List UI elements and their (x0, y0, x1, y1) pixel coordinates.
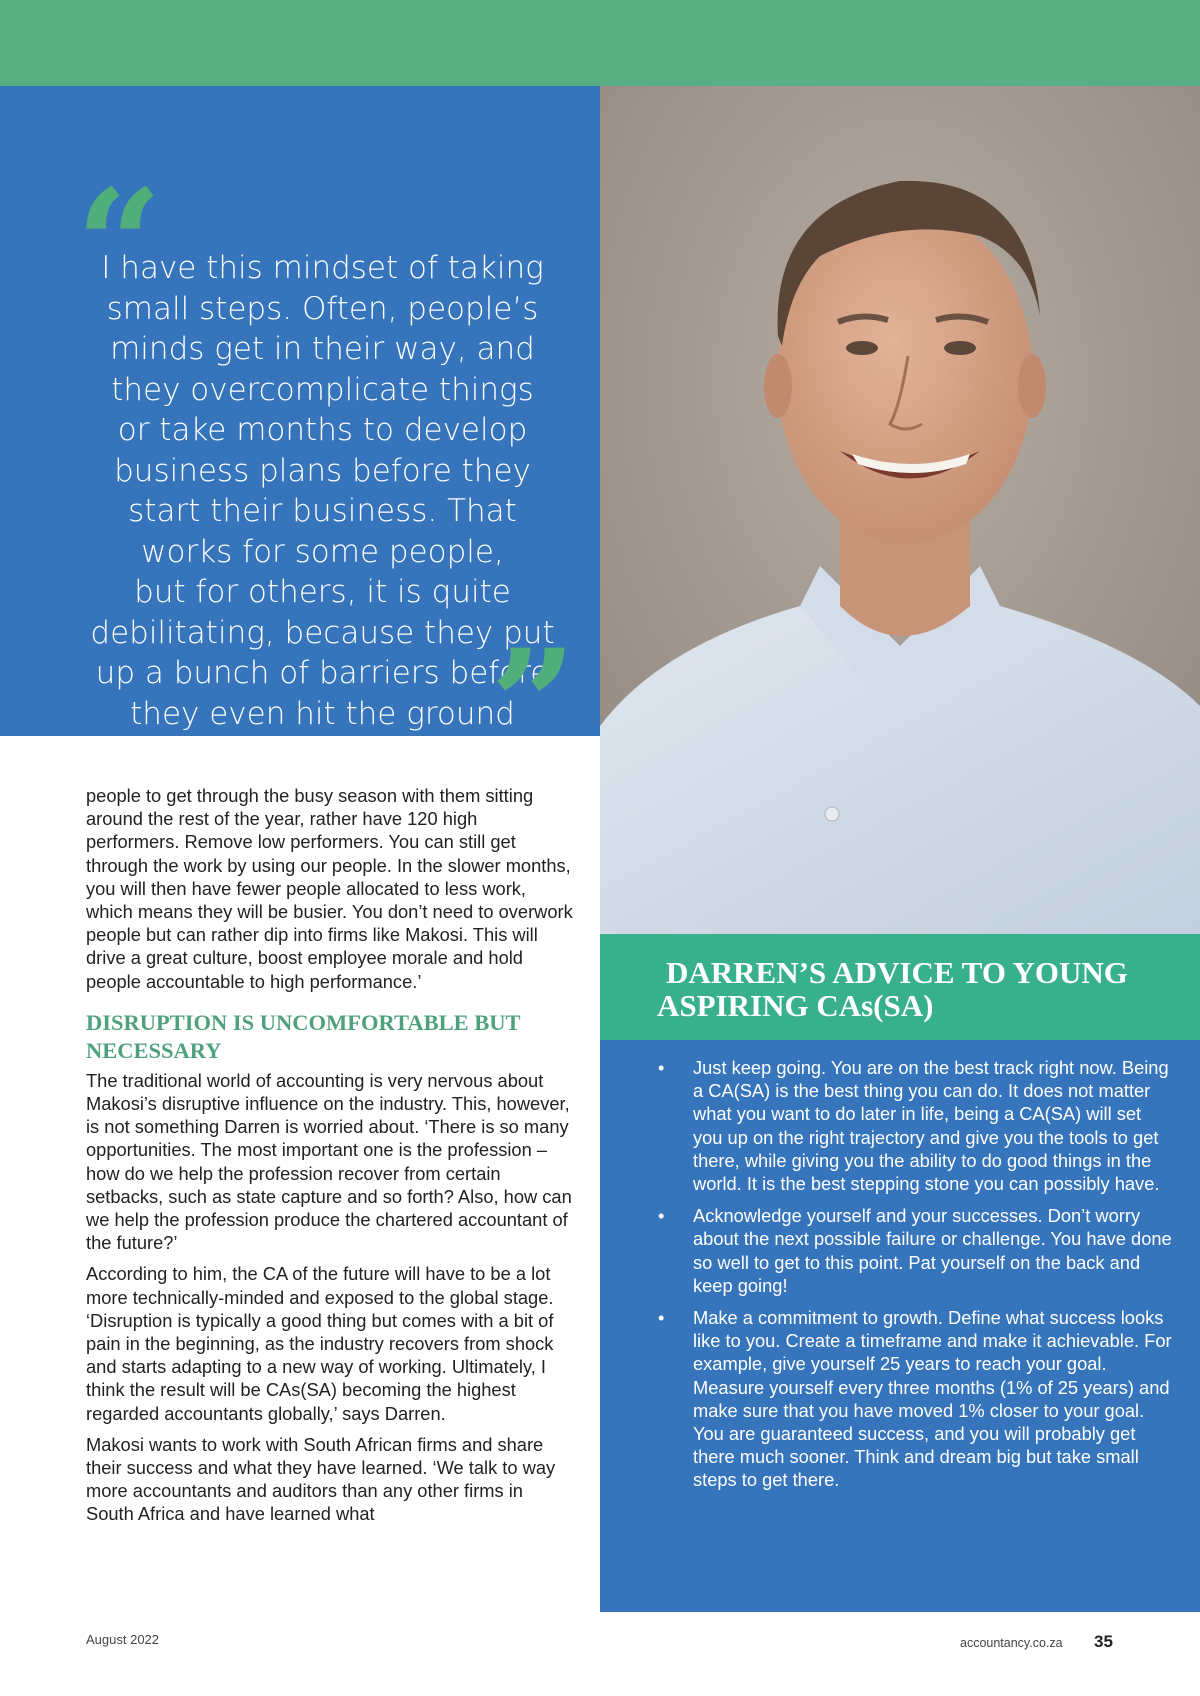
article-paragraph: The traditional world of accounting is very nervous about Makosi’s disruptive influence on the industry. This, however, is not something Darren is worried about. ‘There is so many opportunities. The most important one is the profession – how do we help the profession recover from certain setbacks, such as state capture and so forth? Also, how can we help the profession produce the chartered accountant of the future?’ (86, 1069, 572, 1254)
bullet-icon: • (658, 1057, 665, 1078)
section-heading: DISRUPTION IS UNCOMFORTABLE BUT NECESSARY (86, 1009, 521, 1063)
advice-header (600, 934, 1200, 1040)
bullet-icon: • (658, 1307, 665, 1329)
footer-date: August 2022 (86, 1632, 160, 1647)
advice-item-text: Acknowledge yourself and your successes. Don’t worry about the next possible failure or challenge. You have done so well to get to this point. Pat yourself on the back and keep going! (693, 1205, 1172, 1296)
advice-box (600, 1040, 1200, 1612)
portrait-photo (600, 86, 1200, 934)
pull-quote-line: debilitating, because they put (90, 614, 555, 651)
advice-title-line-2: ASPIRING CAs(SA) (657, 988, 934, 1023)
article-paragraph: Makosi wants to work with South African firms and share their success and what they have learned. ‘We talk to way more accountants and auditors than any other firms in South Africa and have learned what (86, 1433, 556, 1525)
pull-quote-line: they even hit the ground (130, 695, 515, 732)
article-paragraph: According to him, the CA of the future will have to be a lot more technically-minded and exposed to the global stage. ‘Disruption is typically a good thing but comes with a bit of pain in the beginning, as the industry recovers from shock and starts adapting to a new way of working. Ultimately, I think the result will be CAs(SA) becoming the highest regarded accountants globally,’ says Darren. (86, 1263, 554, 1424)
advice-item (652, 1204, 1172, 1297)
pull-quote-line: but for others, it is quite (134, 574, 511, 610)
pull-quote-line: I have this mindset of taking (101, 250, 544, 286)
pull-quote-line: works for some people, (141, 533, 504, 570)
advice-list (652, 1056, 1172, 1501)
pull-quote-line: they overcomplicate things (111, 371, 534, 408)
footer-site: accountancy.co.za (960, 1636, 1063, 1650)
advice-title (657, 956, 1128, 1022)
pull-quote-line: up a bunch of barriers before (95, 655, 550, 691)
page-number: 35 (1094, 1632, 1113, 1651)
pull-quote-line: business plans before they (114, 452, 531, 489)
open-quote-mark-icon: “ (76, 157, 163, 333)
article-column (86, 784, 574, 1534)
pull-quote-line: or take months to develop (117, 412, 528, 448)
close-quote-mark-icon: ” (490, 617, 577, 793)
pull-quote-line: minds get in their way, and (110, 331, 535, 367)
article-paragraph: people to get through the busy season with them sitting around the rest of the year, rather have 120 high performers. Remove low performers. You can still get through the work by using our people. In the slower months, you will then have fewer people allocated to less work, which means they will be busier. You don’t need to overwork people but can rather dip into firms like Makosi. This will drive a great culture, boost employee morale and hold people accountable to high performance.’ (86, 785, 573, 992)
advice-item (652, 1056, 1172, 1195)
pull-quote-line: small steps. Often, people’s (106, 290, 539, 327)
advice-title-line-1: DARREN’S ADVICE TO YOUNG (666, 955, 1128, 990)
pull-quote-line: start their business. That (128, 493, 517, 529)
bullet-icon: • (658, 1205, 665, 1227)
advice-item-text: Just keep going. You are on the best track right now. Being a CA(SA) is the best thing you can do. It does not matter what you want to do later in life, being a CA(SA) will set you up on the right trajectory and give you the tools to get there, while giving you the ability to do good things in the world. It is the best stepping stone you can possibly have. (693, 1057, 1169, 1195)
advice-item-text: Make a commitment to growth. Define what success looks like to you. Create a timeframe and make it achievable. For example, give yourself 25 years to reach your goal. Measure yourself every three months (1% of 25 years) and make sure that you have moved 1% closer to your goal. You are guaranteed success, and you will probably get there much sooner. Think and dream big but take small steps to get there. (693, 1307, 1172, 1491)
top-color-band (0, 0, 1200, 86)
advice-item (652, 1306, 1172, 1492)
portrait-illustration (600, 86, 1200, 934)
